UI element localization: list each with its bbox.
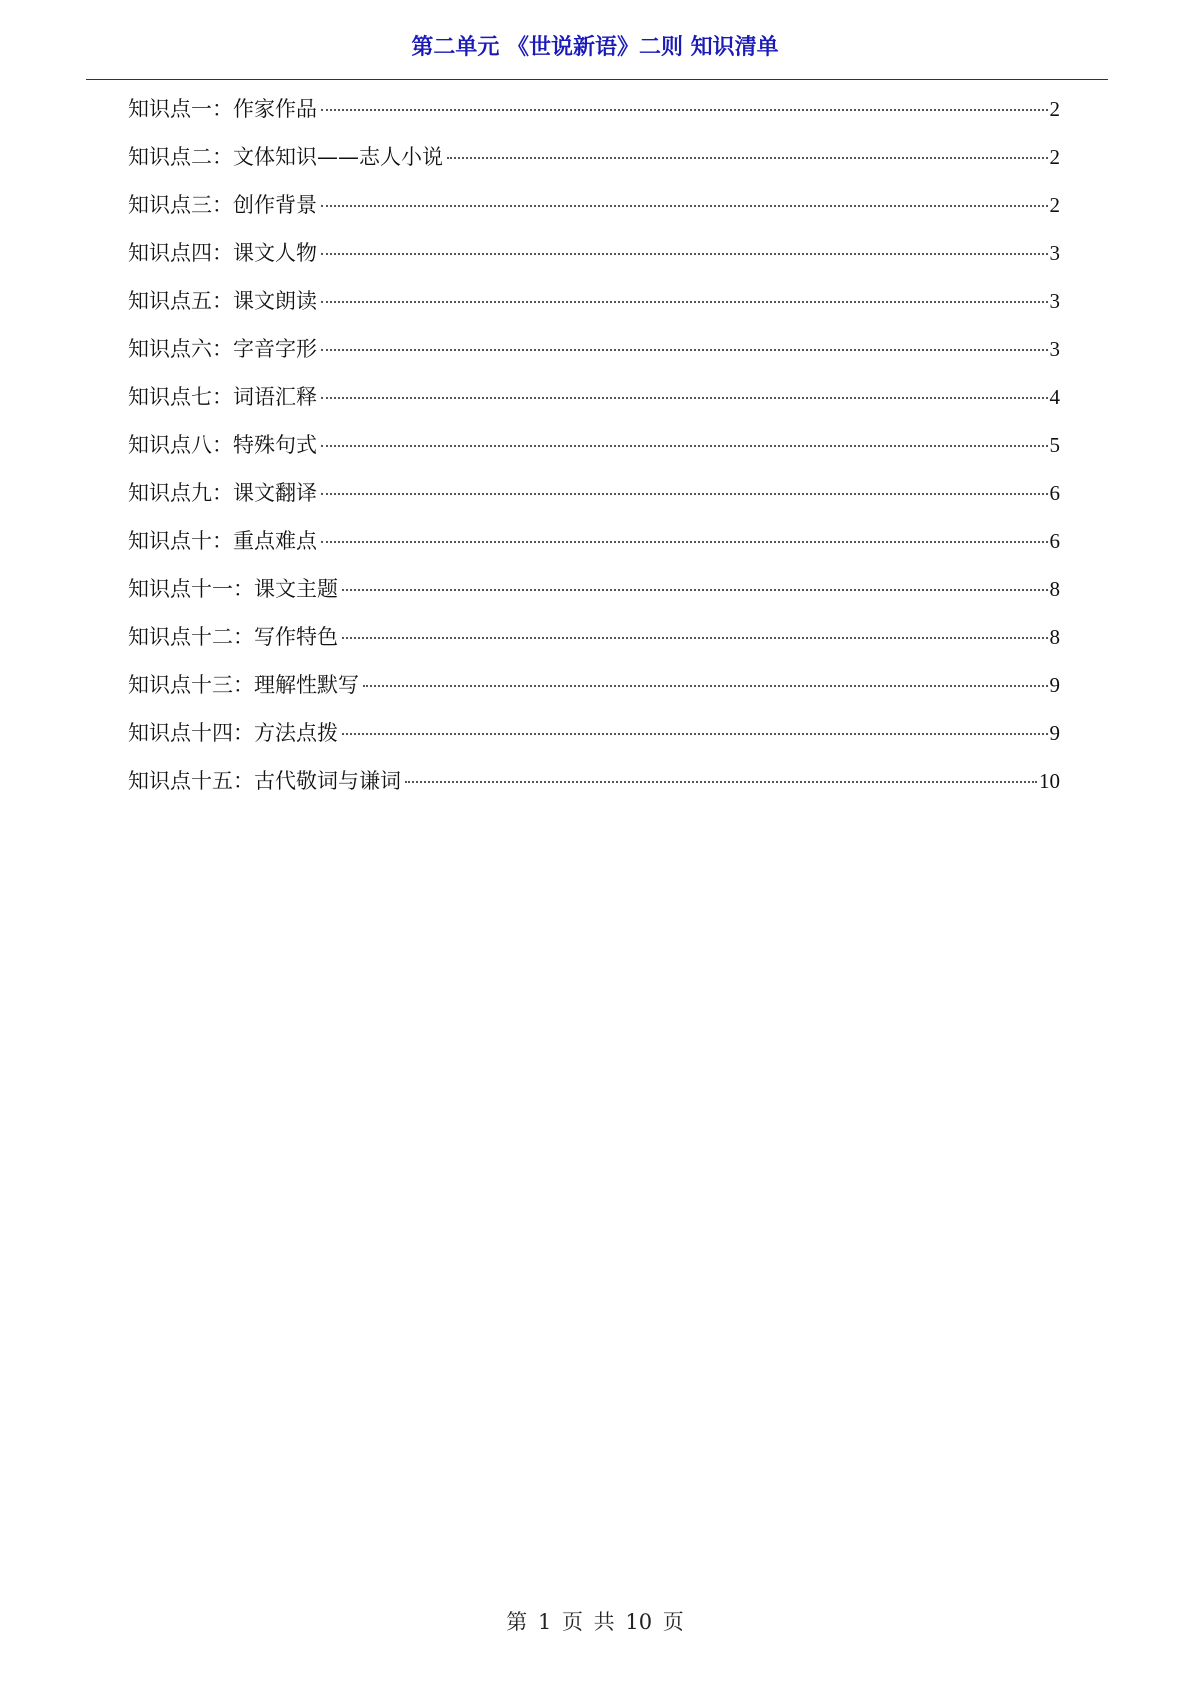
toc-entry-label: 知识点十三：理解性默写: [128, 673, 359, 697]
toc-entry-page: 3: [1049, 337, 1060, 361]
toc-entry[interactable]: [128, 472, 1060, 520]
toc-entry-label: 知识点九：课文翻译: [128, 481, 317, 505]
toc-dot-leader: [321, 397, 1048, 399]
toc-entry[interactable]: [128, 88, 1060, 136]
toc-entry-label: 知识点十五：古代敬词与谦词: [128, 769, 401, 793]
toc-entry[interactable]: [128, 520, 1060, 568]
toc-dot-leader: [321, 109, 1048, 111]
toc-entry-label: 知识点七：词语汇释: [128, 385, 317, 409]
toc-dot-leader: [321, 253, 1048, 255]
toc-entry[interactable]: [128, 712, 1060, 760]
toc-entry-page: 2: [1049, 97, 1060, 121]
toc-entry[interactable]: [128, 376, 1060, 424]
toc-dot-leader: [321, 349, 1048, 351]
toc-dot-leader: [447, 157, 1048, 159]
toc-entry-label: 知识点十四：方法点拨: [128, 721, 338, 745]
toc-entry-page: 9: [1049, 673, 1060, 697]
toc-entry-page: 8: [1049, 625, 1060, 649]
toc-entry-label: 知识点四：课文人物: [128, 241, 317, 265]
toc-entry-page: 2: [1049, 193, 1060, 217]
toc-dot-leader: [321, 205, 1048, 207]
toc-dot-leader: [321, 445, 1048, 447]
toc-entry[interactable]: [128, 616, 1060, 664]
toc-dot-leader: [321, 301, 1048, 303]
page-footer: 第 1 页 共 10 页: [506, 1610, 684, 1634]
toc-entry-label: 知识点三：创作背景: [128, 193, 317, 217]
toc-entry-label: 知识点二：文体知识——志人小说: [128, 145, 443, 169]
toc-entry-page: 10: [1039, 769, 1060, 793]
toc-entry-label: 知识点六：字音字形: [128, 337, 317, 361]
toc-entry[interactable]: [128, 328, 1060, 376]
toc-entry-page: 2: [1049, 145, 1060, 169]
toc-entry-page: 6: [1049, 481, 1060, 505]
table-of-contents: [128, 88, 1060, 808]
toc-dot-leader: [342, 637, 1048, 639]
toc-entry[interactable]: [128, 664, 1060, 712]
toc-dot-leader: [363, 685, 1048, 687]
toc-entry-page: 6: [1049, 529, 1060, 553]
toc-entry-label: 知识点十：重点难点: [128, 529, 317, 553]
toc-entry[interactable]: [128, 184, 1060, 232]
header-divider: [86, 79, 1108, 80]
toc-entry-label: 知识点一：作家作品: [128, 97, 317, 121]
document-title: 第二单元 《世说新语》二则 知识清单: [411, 35, 779, 60]
toc-entry[interactable]: [128, 136, 1060, 184]
toc-entry-page: 4: [1049, 385, 1060, 409]
toc-entry-page: 8: [1049, 577, 1060, 601]
toc-entry-label: 知识点十二：写作特色: [128, 625, 338, 649]
toc-entry-page: 9: [1049, 721, 1060, 745]
toc-entry-page: 5: [1049, 433, 1060, 457]
toc-dot-leader: [342, 733, 1048, 735]
toc-entry-label: 知识点八：特殊句式: [128, 433, 317, 457]
toc-dot-leader: [321, 493, 1048, 495]
toc-entry[interactable]: [128, 232, 1060, 280]
toc-entry[interactable]: [128, 568, 1060, 616]
toc-entry-page: 3: [1049, 289, 1060, 313]
toc-entry[interactable]: [128, 760, 1060, 808]
toc-dot-leader: [342, 589, 1048, 591]
toc-entry[interactable]: [128, 424, 1060, 472]
toc-entry-label: 知识点十一：课文主题: [128, 577, 338, 601]
toc-dot-leader: [405, 781, 1037, 783]
toc-dot-leader: [321, 541, 1048, 543]
toc-entry[interactable]: [128, 280, 1060, 328]
toc-entry-page: 3: [1049, 241, 1060, 265]
toc-entry-label: 知识点五：课文朗读: [128, 289, 317, 313]
